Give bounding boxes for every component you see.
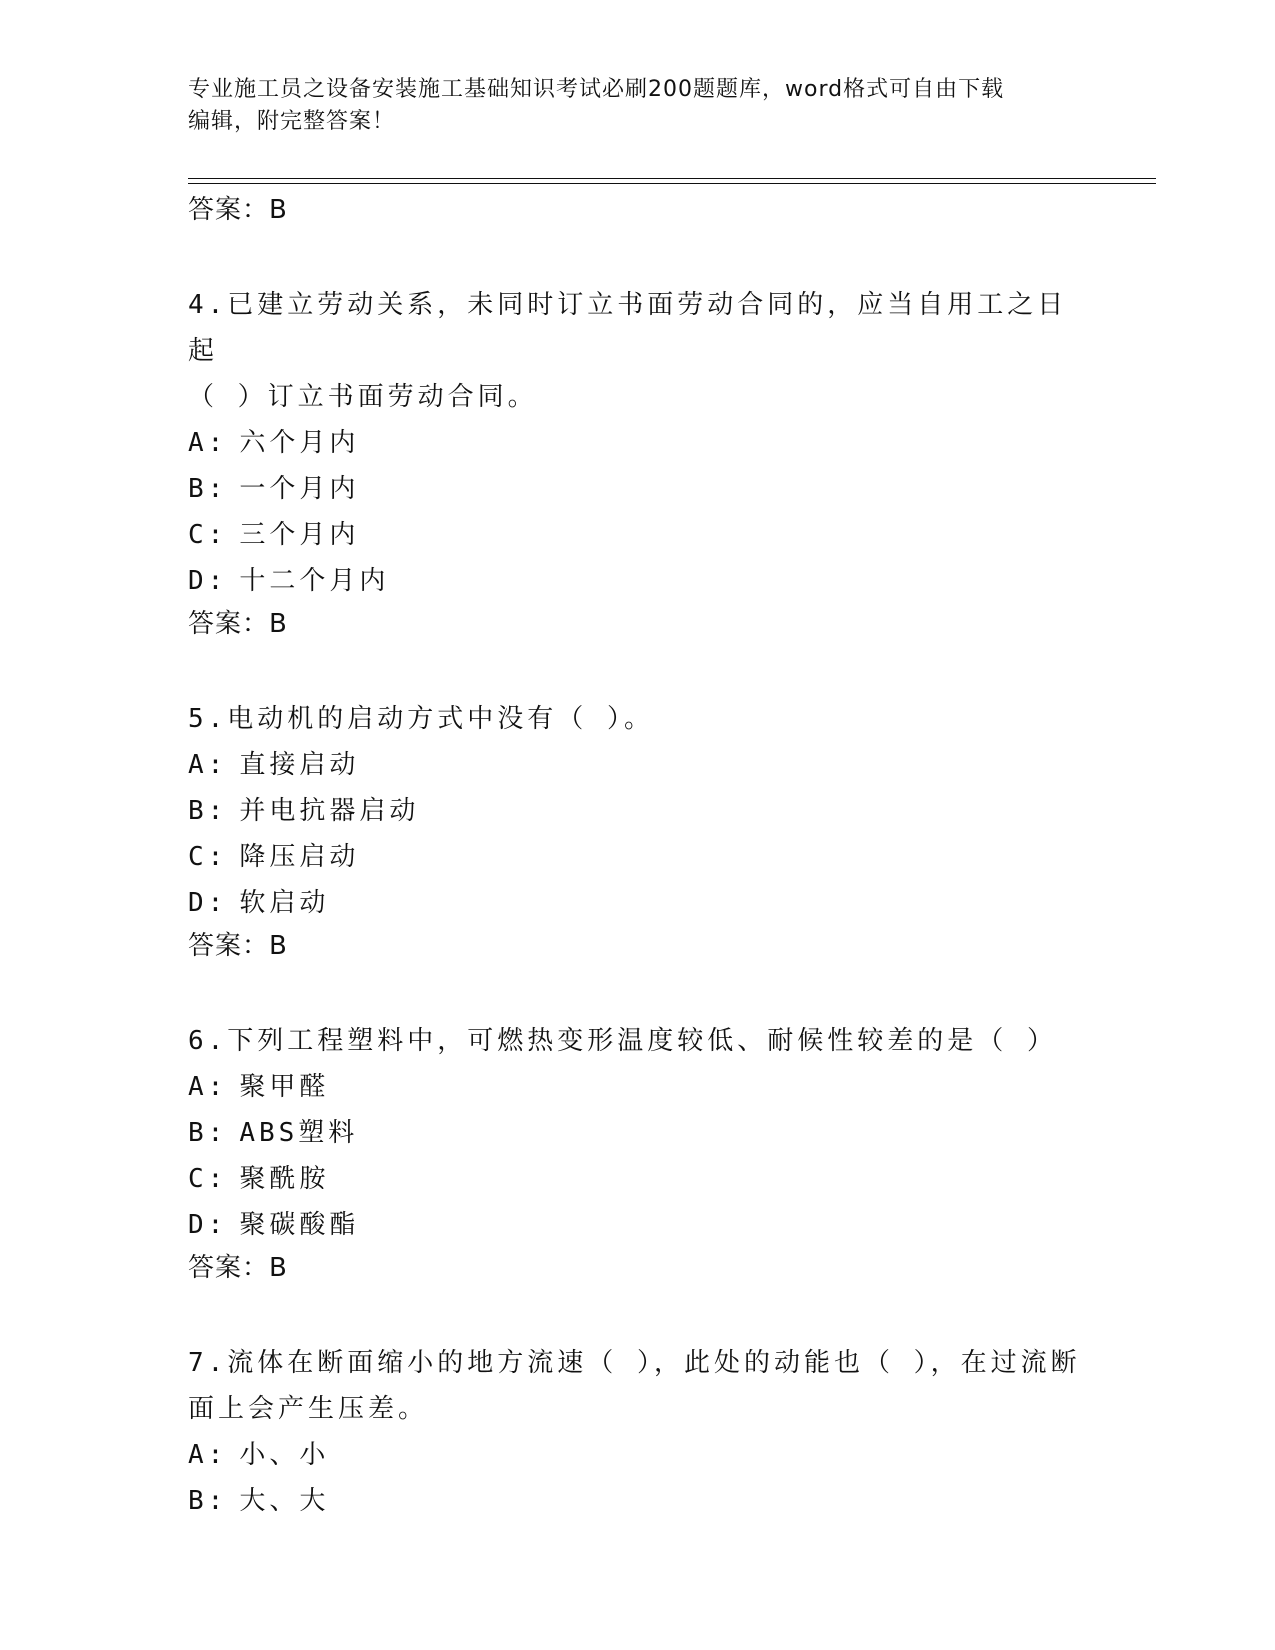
- option-a: [188, 1432, 1088, 1478]
- header-divider-bottom: [188, 183, 1156, 184]
- question-block: [188, 696, 1088, 970]
- question-text-line: 4.已建立劳动关系，未同时订立书面劳动合同的，应当自用工之日起: [188, 290, 1068, 366]
- option-c: [188, 1156, 1088, 1202]
- option-a: [188, 742, 1088, 788]
- option-value: 六个月内: [239, 428, 360, 458]
- question-text: [188, 696, 1088, 742]
- option-a: [188, 1064, 1088, 1110]
- answer-line: 答案：B: [188, 609, 288, 639]
- answer-line: 答案：B: [188, 931, 288, 961]
- question-text: [188, 1340, 1088, 1432]
- question-block: [188, 282, 1088, 648]
- option-value: 降压启动: [239, 842, 360, 872]
- question-list: [188, 190, 1088, 1524]
- option-key: D:: [188, 888, 228, 918]
- question-block: [188, 1340, 1088, 1524]
- option-d: [188, 880, 1088, 926]
- option-b: [188, 466, 1088, 512]
- header-line-2: 编辑，附完整答案！: [188, 109, 396, 134]
- option-value: 聚甲醛: [239, 1072, 330, 1102]
- option-a: [188, 420, 1088, 466]
- document-header: [188, 74, 1088, 138]
- option-d: [188, 1202, 1088, 1248]
- header-line-1: 专业施工员之设备安装施工基础知识考试必刷200题题库，word格式可自由下载: [188, 77, 1005, 102]
- option-key: B:: [188, 1118, 228, 1148]
- question-text-line: 5.电动机的启动方式中没有（ ）。: [188, 704, 654, 734]
- option-b: [188, 1478, 1088, 1524]
- option-b: [188, 1110, 1088, 1156]
- option-key: A:: [188, 750, 228, 780]
- option-value: ABS塑料: [239, 1118, 359, 1148]
- option-value: 聚碳酸酯: [239, 1210, 360, 1240]
- answer-line: 答案：B: [188, 1253, 288, 1283]
- question-text-line: （ ）订立书面劳动合同。: [188, 382, 538, 412]
- question-text-line: 7.流体在断面缩小的地方流速（ ），此处的动能也（ ），在过流断: [188, 1348, 1081, 1378]
- header-divider-top: [188, 178, 1156, 179]
- option-value: 小、小: [239, 1440, 330, 1470]
- option-value: 十二个月内: [239, 566, 390, 596]
- option-c: [188, 834, 1088, 880]
- option-value: 直接启动: [239, 750, 360, 780]
- question-text-line: 6.下列工程塑料中，可燃热变形温度较低、耐候性较差的是（ ）: [188, 1026, 1057, 1056]
- option-key: C:: [188, 520, 228, 550]
- question-block: [188, 1018, 1088, 1292]
- question-text: [188, 1018, 1088, 1064]
- option-c: [188, 512, 1088, 558]
- option-value: 并电抗器启动: [239, 796, 420, 826]
- question-text-line: 面上会产生压差。: [188, 1394, 429, 1424]
- option-key: D:: [188, 1210, 228, 1240]
- option-key: A:: [188, 428, 228, 458]
- option-value: 大、大: [239, 1486, 330, 1516]
- option-key: B:: [188, 474, 228, 504]
- option-key: D:: [188, 566, 228, 596]
- option-key: C:: [188, 842, 228, 872]
- option-b: [188, 788, 1088, 834]
- question-text: [188, 282, 1088, 420]
- answer-line: 答案：B: [188, 195, 288, 225]
- option-key: B:: [188, 1486, 228, 1516]
- option-key: C:: [188, 1164, 228, 1194]
- option-key: A:: [188, 1440, 228, 1470]
- option-value: 一个月内: [239, 474, 360, 504]
- option-value: 软启动: [239, 888, 330, 918]
- option-d: [188, 558, 1088, 604]
- option-value: 聚酰胺: [239, 1164, 330, 1194]
- option-value: 三个月内: [239, 520, 360, 550]
- option-key: A:: [188, 1072, 228, 1102]
- option-key: B:: [188, 796, 228, 826]
